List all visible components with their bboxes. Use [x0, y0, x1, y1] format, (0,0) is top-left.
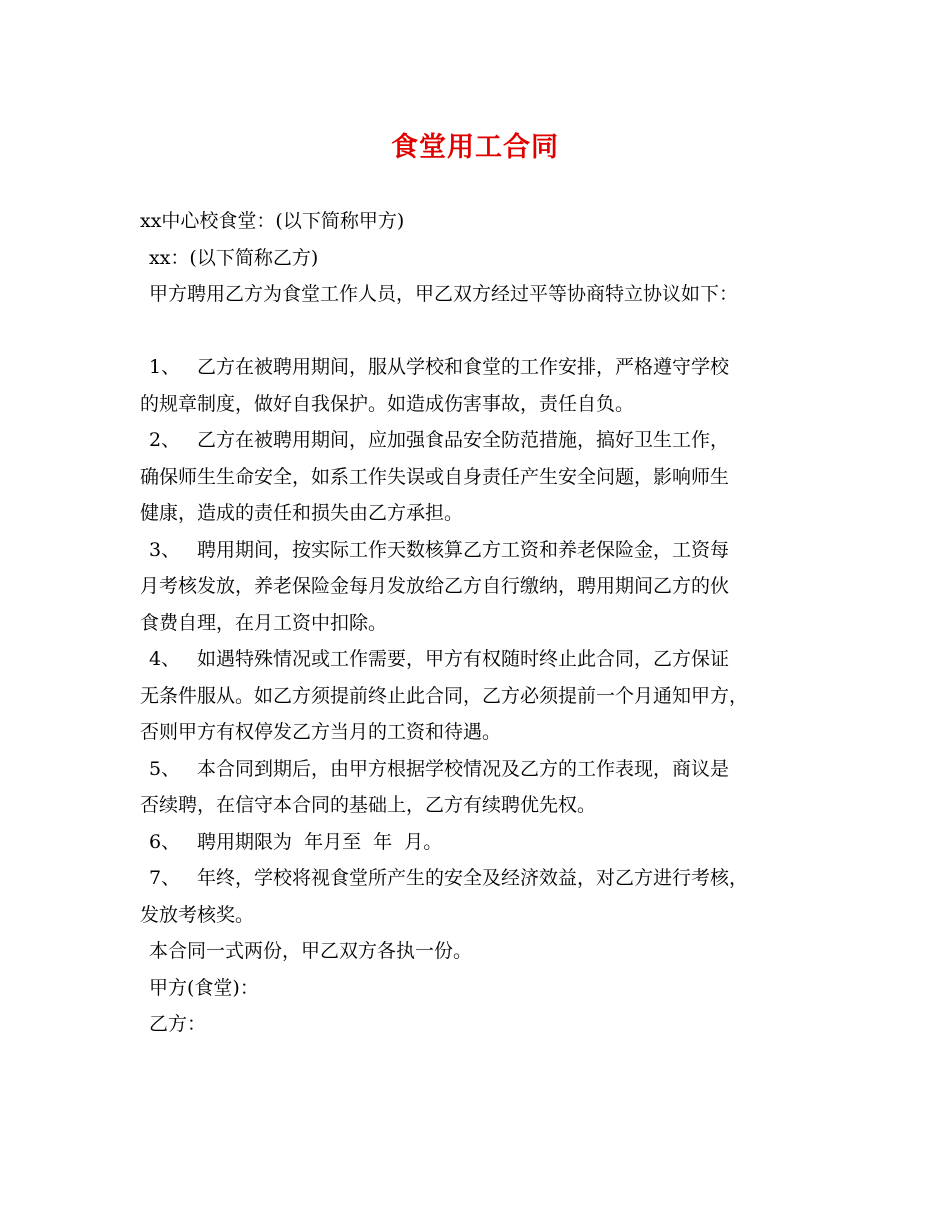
clause-text: 聘用期限为 年月至 年 月。 — [197, 830, 443, 853]
party-a-line: xx中心校食堂：(以下简称甲方) — [140, 210, 405, 232]
clause-5-line-1 — [140, 751, 830, 788]
clause-4-line-2: 无条件服从。如乙方须提前终止此合同，乙方必须提前一个月通知甲方， — [140, 684, 749, 707]
clause-1-line-1 — [140, 349, 830, 386]
signature-party-b: 乙方： — [149, 1013, 207, 1035]
signature-party-a: 甲方(食堂)： — [149, 976, 259, 999]
clause-2-line-2: 确保师生生命安全，如系工作失误或自身责任产生安全问题，影响师生 — [140, 465, 730, 488]
clause-number: 5、 — [149, 757, 181, 780]
clause-text: 年终，学校将视食堂所产生的安全及经济效益，对乙方进行考核， — [197, 867, 749, 889]
clause-4-line-1 — [140, 641, 830, 678]
clause-text: 如遇特殊情况或工作需要，甲方有权随时终止此合同，乙方保证 — [197, 648, 730, 670]
clause-4-line-3: 否则甲方有权停发乙方当月的工资和待遇。 — [140, 721, 502, 743]
clause-number: 3、 — [149, 538, 181, 561]
clause-text: 乙方在被聘用期间，服从学校和食堂的工作安排，严格遵守学校 — [197, 356, 730, 378]
clause-text: 本合同到期后，由甲方根据学校情况及乙方的工作表现，商议是 — [197, 757, 730, 780]
clause-1-line-2: 的规章制度，做好自我保护。如造成伤害事故，责任自负。 — [140, 392, 635, 415]
clause-2-line-1 — [140, 422, 830, 459]
clause-6-line-1 — [140, 824, 830, 861]
clause-number: 6、 — [149, 830, 181, 853]
clause-number: 1、 — [149, 356, 181, 378]
blank-line — [140, 313, 830, 350]
clause-3-line-2: 月考核发放，养老保险金每月发放给乙方自行缴纳，聘用期间乙方的伙 — [140, 575, 730, 597]
clause-7-line-2: 发放考核奖。 — [140, 903, 255, 926]
clause-number: 7、 — [149, 867, 181, 889]
clause-number: 4、 — [149, 648, 181, 670]
clause-3-line-1 — [140, 532, 830, 569]
clause-3-line-3: 食费自理，在月工资中扣除。 — [140, 611, 388, 634]
closing-statement: 本合同一式两份，甲乙双方各执一份。 — [149, 940, 473, 962]
clause-7-line-1 — [140, 860, 830, 897]
clause-text: 聘用期间，按实际工作天数核算乙方工资和养老保险金，工资每 — [197, 538, 730, 561]
document-body — [140, 203, 830, 1043]
clause-5-line-2: 否续聘，在信守本合同的基础上，乙方有续聘优先权。 — [140, 794, 597, 816]
clause-number: 2、 — [149, 429, 181, 451]
clause-2-line-3: 健康，造成的责任和损失由乙方承担。 — [140, 502, 464, 524]
party-b-line: xx：(以下简称乙方) — [149, 246, 319, 269]
preamble: 甲方聘用乙方为食堂工作人员，甲乙双方经过平等协商特立协议如下： — [149, 283, 739, 305]
clause-text: 乙方在被聘用期间，应加强食品安全防范措施，搞好卫生工作， — [197, 429, 730, 451]
document-title: 食堂用工合同 — [391, 132, 559, 163]
